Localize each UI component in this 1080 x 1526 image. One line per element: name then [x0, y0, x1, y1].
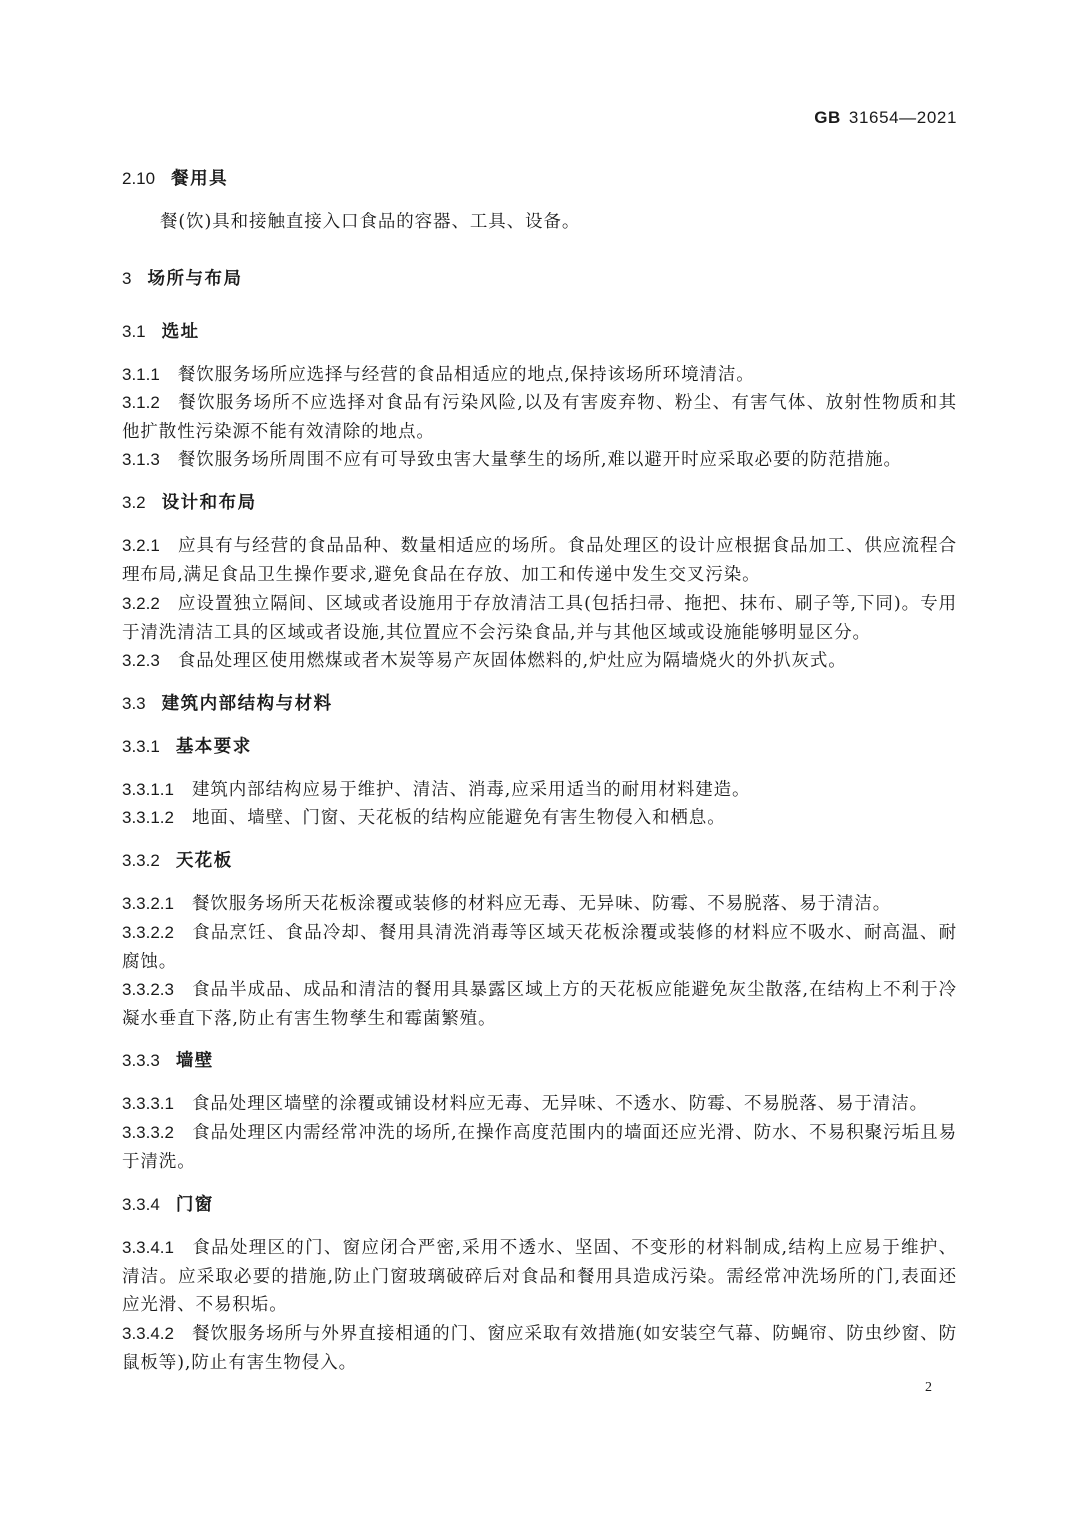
clause-paragraph — [122, 1119, 957, 1176]
clause-number: 3.3.1.1 — [122, 780, 174, 799]
clause-number: 3.3.1.2 — [122, 808, 174, 827]
heading-text: 墙壁 — [175, 1051, 214, 1071]
heading-text: 场所与布局 — [147, 269, 243, 289]
clause-number: 3.3.3.1 — [122, 1094, 174, 1113]
clause-number: 3.3 — [122, 694, 146, 713]
standard-code — [814, 108, 957, 128]
clause-paragraph — [122, 647, 957, 676]
section-heading — [122, 265, 957, 294]
heading-text: 设计和布局 — [161, 493, 257, 513]
clause-number: 3.3.2.1 — [122, 894, 174, 913]
clause-text: 餐饮服务场所不应选择对食品有污染风险,以及有害废弃物、粉尘、有害气体、放射性物质和其他扩散性污染源不能有效清除的地点。 — [122, 393, 957, 442]
standard-prefix: GB — [814, 108, 841, 127]
clause-number: 3.2 — [122, 493, 146, 512]
clause-text: 餐饮服务场所天花板涂覆或装修的材料应无毒、无异味、防霉、不易脱落、易于清洁。 — [192, 894, 892, 914]
clause-number: 3.3.1 — [122, 737, 160, 756]
heading-text: 基本要求 — [175, 737, 252, 757]
section-heading — [122, 489, 957, 518]
clause-number: 3.1 — [122, 322, 146, 341]
clause-text: 餐(饮)具和接触直接入口食品的容器、工具、设备。 — [160, 212, 581, 232]
clause-number: 3.2.3 — [122, 651, 160, 670]
clause-number: 3.2.2 — [122, 594, 160, 613]
section-heading — [122, 847, 957, 876]
clause-text: 食品处理区内需经常冲洗的场所,在操作高度范围内的墙面还应光滑、防水、不易积聚污垢且易于清洗。 — [122, 1123, 957, 1172]
section-heading — [122, 318, 957, 347]
clause-paragraph — [122, 1090, 957, 1119]
clause-number: 3.1.3 — [122, 450, 160, 469]
clause-paragraph — [122, 446, 957, 475]
section-heading — [122, 1047, 957, 1076]
clause-paragraph — [122, 1320, 957, 1377]
clause-number: 3.3.3.2 — [122, 1123, 174, 1142]
heading-text: 餐用具 — [171, 169, 229, 189]
clause-text: 应具有与经营的食品品种、数量相适应的场所。食品处理区的设计应根据食品加工、供应流程合理布局,满足食品卫生操作要求,避免食品在存放、加工和传递中发生交叉污染。 — [122, 536, 957, 585]
section-heading — [122, 690, 957, 719]
clause-text: 餐饮服务场所与外界直接相通的门、窗应采取有效措施(如安装空气幕、防蝇帘、防虫纱窗、防鼠板等),防止有害生物侵入。 — [122, 1324, 957, 1373]
clause-number: 3 — [122, 269, 132, 288]
clause-text: 食品处理区墙壁的涂覆或铺设材料应无毒、无异味、不透水、防霉、不易脱落、易于清洁。 — [192, 1094, 928, 1114]
clause-number: 3.3.3 — [122, 1051, 160, 1070]
clause-text: 食品处理区使用燃煤或者木炭等易产灰固体燃料的,炉灶应为隔墙烧火的外扒灰式。 — [177, 651, 847, 671]
clause-number: 3.3.4.1 — [122, 1238, 174, 1257]
clause-paragraph — [122, 890, 957, 919]
section-heading — [122, 1191, 957, 1220]
clause-number: 3.3.4 — [122, 1195, 160, 1214]
clause-paragraph — [122, 919, 957, 976]
clause-paragraph — [122, 976, 957, 1033]
clause-text: 食品烹饪、食品冷却、餐用具清洗消毒等区域天花板涂覆或装修的材料应不吸水、耐高温、耐腐蚀。 — [122, 923, 957, 972]
clause-number: 3.1.1 — [122, 365, 160, 384]
clause-paragraph — [122, 361, 957, 390]
clause-text: 食品处理区的门、窗应闭合严密,采用不透水、坚固、不变形的材料制成,结构上应易于维护、清洁。应采取必要的措施,防止门窗玻璃破碎后对食品和餐用具造成污染。需经常冲洗场所的门,表面还应光滑、不易积垢。 — [122, 1238, 957, 1316]
clause-paragraph — [122, 590, 957, 647]
clause-text: 食品半成品、成品和清洁的餐用具暴露区域上方的天花板应能避免灰尘散落,在结构上不利于冷凝水垂直下落,防止有害生物孳生和霉菌繁殖。 — [122, 980, 957, 1029]
heading-text: 建筑内部结构与材料 — [161, 694, 333, 714]
heading-text: 门窗 — [175, 1195, 214, 1215]
clause-text: 建筑内部结构应易于维护、清洁、消毒,应采用适当的耐用材料建造。 — [192, 780, 751, 800]
clause-paragraph — [122, 804, 957, 833]
clause-paragraph — [160, 208, 957, 237]
clause-number: 2.10 — [122, 169, 156, 188]
clause-number: 3.2.1 — [122, 536, 160, 555]
section-heading — [122, 165, 957, 194]
section-heading — [122, 733, 957, 762]
clause-paragraph — [122, 532, 957, 589]
page-number: 2 — [925, 1380, 932, 1395]
clause-text: 地面、墙壁、门窗、天花板的结构应能避免有害生物侵入和栖息。 — [192, 808, 726, 828]
clause-number: 3.3.2 — [122, 851, 160, 870]
heading-text: 选址 — [161, 322, 200, 342]
clause-number: 3.3.2.2 — [122, 923, 174, 942]
clause-text: 餐饮服务场所周围不应有可导致虫害大量孳生的场所,难以避开时应采取必要的防范措施。 — [177, 450, 902, 470]
clause-paragraph — [122, 389, 957, 446]
clause-text: 应设置独立隔间、区域或者设施用于存放清洁工具(包括扫帚、拖把、抹布、刷子等,下同)。专用于清洗清洁工具的区域或者设施,其位置应不会污染食品,并与其他区域或设施能够明显区分。 — [122, 594, 957, 643]
clause-number: 3.3.2.3 — [122, 980, 174, 999]
clause-number: 3.1.2 — [122, 393, 160, 412]
heading-text: 天花板 — [175, 851, 233, 871]
clause-number: 3.3.4.2 — [122, 1324, 174, 1343]
standard-number: 31654—2021 — [848, 108, 957, 127]
clause-paragraph — [122, 776, 957, 805]
clause-paragraph — [122, 1234, 957, 1320]
clause-text: 餐饮服务场所应选择与经营的食品相适应的地点,保持该场所环境清洁。 — [177, 365, 755, 385]
